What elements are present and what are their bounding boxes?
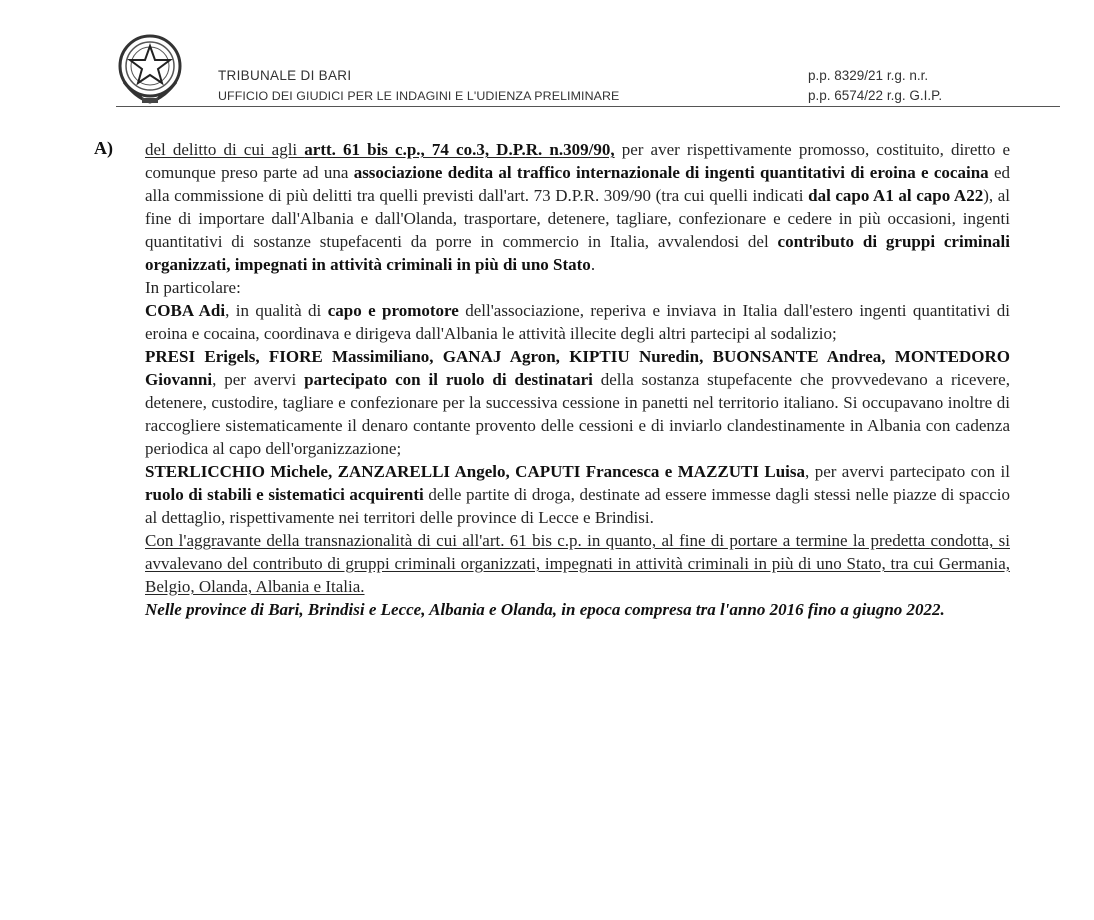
criminal-groups-contribution: contributo di gruppi criminali organizzati, impegnati in attività criminali in più di uno Stato [145,232,1010,274]
header-reference-block [808,66,942,106]
text-span: ), al fine di importare dall'Albania e dall'Olanda, trasportare, detenere, tagliare, confezionare e cedere in più occasioni, ingenti quantitativi di sostanze stupefacenti da porre in commercio in Italia, avvalendosi del [145,186,1010,251]
charge-paragraph [145,138,1010,276]
defendant-name: COBA Adi [145,301,226,320]
case-number-rgnr: p.p. 8329/21 r.g. n.r. [808,68,929,83]
text-span: della sostanza stupefacente che provvedevano a ricevere, detenere, custodire, tagliare e confezionare per la successiva cessione in panetti nel territorio italiano. Si occupavano inoltre di raccogliere sistematicamente il denaro contante provento delle cessioni e di inviarlo clandestinamente in Albania con cadenza periodica al capo dell'organizzazione; [145,370,1010,458]
header-court-block [218,66,619,106]
leader-paragraph [145,299,1010,345]
text-span: per aver rispettivamente promosso, costituito, diretto e comunque preso parte ad una [145,140,1010,182]
in-particular-line: In particolare: [145,278,241,297]
aggravating-text: Con l'aggravante della transnazionalità di cui all'art. 61 bis c.p. in quanto, al fine di portare a termine la predetta condotta, si avvalevano del contributo di gruppi criminali organizzati, impegnati in attività criminali in più di uno Stato, tra cui Germania, Belgio, Olanda, Albania e Italia. [145,531,1010,596]
text-span: , per avervi partecipato con il [805,462,1011,481]
text-span: ed alla commissione di più delitti tra quelli previsti dall'art. 73 D.P.R. 309/90 (tra cui quelli indicati [145,163,1010,205]
place-and-time: Nelle province di Bari, Brindisi e Lecce, Albania e Olanda, in epoca compresa tra l'anno 2016 fino a giugno 2022. [145,600,945,619]
document-body [145,138,1010,621]
role-description: partecipato con il ruolo di destinatari [304,370,593,389]
aggravating-circumstance [145,529,1010,598]
text-span: , in qualità di [225,301,328,320]
legal-articles: artt. 61 bis c.p., 74 co.3, D.P.R. n.309/90, [304,140,615,159]
court-name: TRIBUNALE DI BARI [218,68,352,83]
underlined-intro [145,140,615,159]
office-name: UFFICIO DEI GIUDICI PER LE INDAGINI E L'UDIENZA PRELIMINARE [218,89,620,103]
republic-emblem-icon [116,32,184,106]
text-span: delle partite di droga, destinate ad essere immesse dagli stessi nelle piazze di spaccio al dettaglio, rispettivamente nei territori delle province di Lecce e Brindisi. [145,485,1010,527]
text-span: , per avervi [212,370,305,389]
case-number-gip: p.p. 6574/22 r.g. G.I.P. [808,88,943,103]
buyers-paragraph [145,460,1010,529]
counts-range: dal capo A1 al capo A22 [808,186,984,205]
role-description: ruolo di stabili e sistematici acquirenti [145,485,424,504]
recipients-paragraph [145,345,1010,460]
defendant-names: PRESI Erigels, FIORE Massimiliano, GANAJ Agron, KIPTIU Nuredin, BUONSANTE Andrea, MONTEDORO Giovanni [145,347,1010,389]
text-span: . [590,255,596,274]
role-description: capo e promotore [327,301,459,320]
association-description: associazione dedita al traffico internazionale di ingenti quantitativi di eroina e cocaina [353,163,989,182]
defendant-names: STERLICCHIO Michele, ZANZARELLI Angelo, CAPUTI Francesca e MAZZUTI Luisa [145,462,806,481]
text-span: dell'associazione, reperiva e inviava in Italia dall'estero ingenti quantitativi di eroina e cocaina, coordinava e dirigeva dall'Albania le attività illecite degli altri partecipi al sodalizio; [145,301,1010,343]
section-label: A) [94,138,113,158]
intro-text: del delitto di cui agli [145,140,305,159]
header-divider [116,106,1060,107]
